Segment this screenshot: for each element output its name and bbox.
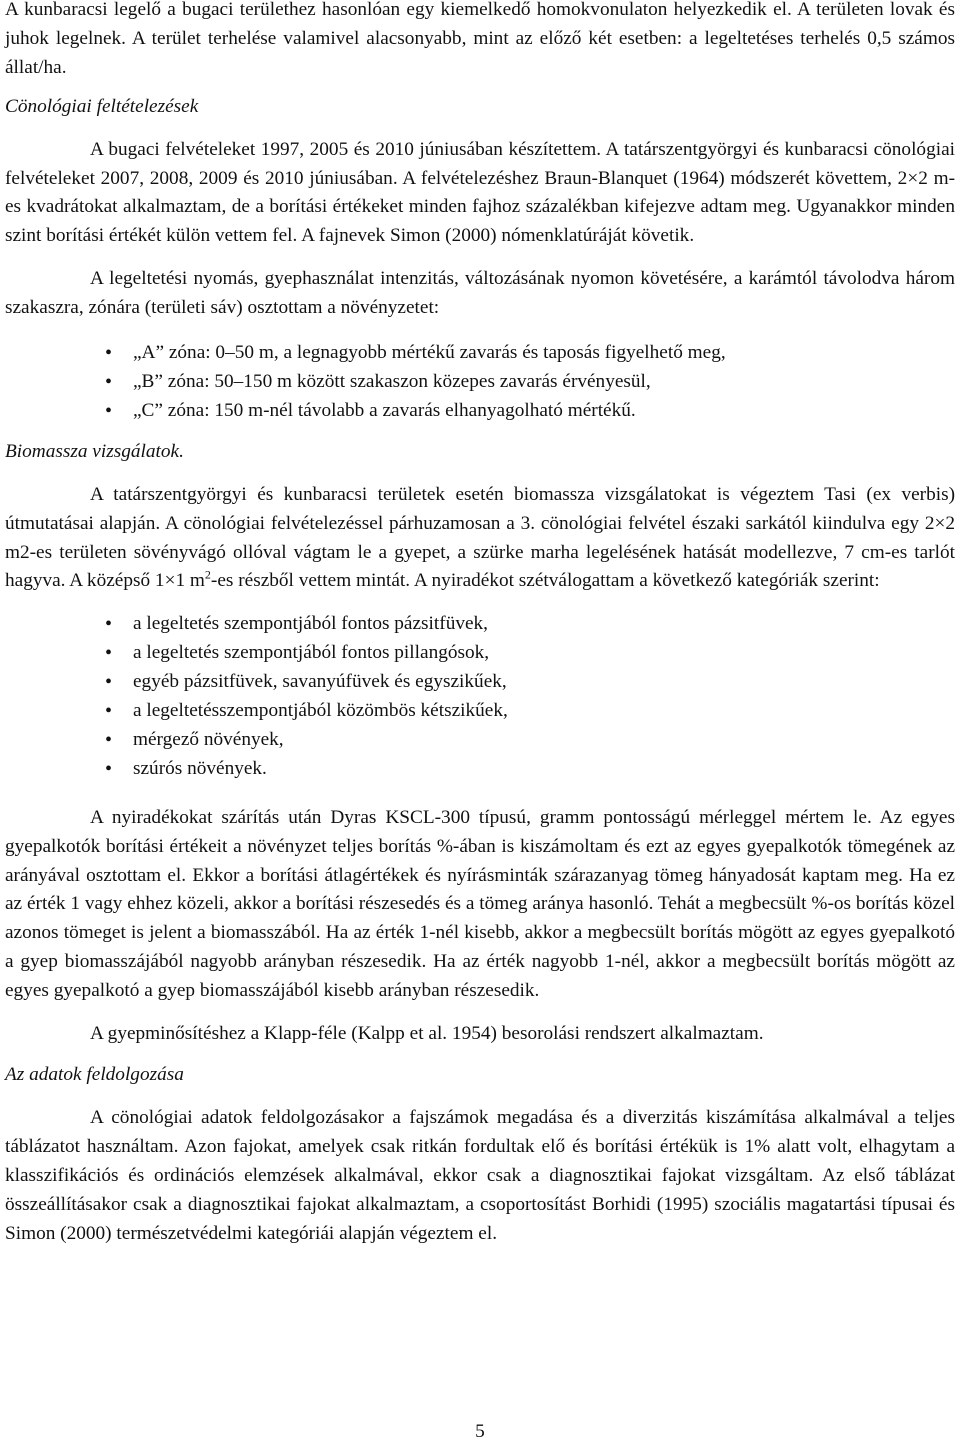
document-page <box>5 0 955 1248</box>
list-item: • mérgező növények, <box>108 726 955 755</box>
category-list <box>108 610 955 783</box>
paragraph-drying: A nyiradékokat szárítás után Dyras KSCL-300 típusú, gramm pontosságú mérleggel mértem le. Az egyes gyepalkotók borítási értékeit a növényzet teljes borítás %-ában is kiszámoltam és ezt az egyes gyepalkotók tömegének az arányával osztottam el. Ekkor a borítási átlagértékek és nyírásminták szárazanyag tömeg hányadosát kaptam meg. Ha ez az érték 1 vagy ehhez közeli, akkor a borítási részesedés és a tömeg aránya hasonló. Tehát a megbecsült %-os borítás közel azonos tömeget is jelent a biomasszából. Ha az érték 1-nél kisebb, akkor a megbecsült borítás mögött az egyes gyepalkotó a gyep biomasszájából nagyobb arányban részesedik. Ha az érték nagyobb 1-nél, akkor a megbecsült borítás mögött az egyes gyepalkotó a gyep biomasszájából kisebb arányban részesedik. <box>5 806 955 1002</box>
heading-data-processing: Az adatok feldolgozása <box>5 1064 184 1085</box>
superscript-exponent: 2 <box>204 567 211 582</box>
paragraph-cenology: A bugaci felvételeket 1997, 2005 és 2010 júniusában készítettem. A tatárszentgyörgyi és kunbaracsi cönológiai felvételeket 2007, 2008, 2009 és 2010 júniusában. A felvételezéshez Braun-Blanquet (1964) módszerét követtem, 2×2 m-es kvadrátokat alkalmaztam, de a borítási értékeket minden fajhoz százalékban kifejezve adtam meg. Ugyanakkor minden szint borítási értékét külön vettem fel. A fajnevek Simon (2000) nómenklatúráját követik. <box>5 138 955 247</box>
zone-list <box>108 339 955 426</box>
paragraph-klapp: A gyepminősítéshez a Klapp-féle (Kalpp et al. 1954) besorolási rendszert alkalmaztam. <box>90 1023 764 1045</box>
paragraph-grazing: A legeltetési nyomás, gyephasználat intenzitás, változásának nyomon követésére, a karámtól távolodva három szakaszra, zónára (területi sáv) osztottam a növényzetet: <box>5 268 955 319</box>
heading-cenology: Cönológiai feltételezések <box>5 95 199 117</box>
page-number: 5 <box>475 1421 485 1442</box>
paragraph-biomass <box>5 481 955 597</box>
list-item: • egyéb pázsitfüvek, savanyúfüvek és egyszikűek, <box>108 668 955 697</box>
list-item: • „C” zóna: 150 m-nél távolabb a zavarás elhanyagolható mértékű. <box>108 397 955 426</box>
paragraph-intro: A kunbaracsi legelő a bugaci területhez hasonlóan egy kiemelkedő homokvonulaton helyezkedik el. A területen lovak és juhok legelnek. A terület terhelése valamivel alacsonyabb, mint az előző két esetben: a legeltetéses terhelés 0,5 számos állat/ha. <box>5 0 955 78</box>
list-item: • a legeltetés szempontjából fontos pázsitfüvek, <box>108 610 955 639</box>
paragraph-biomass-text-end: -es részből vettem mintát. A nyiradékot szétválogattam a következő kategóriák szerint: <box>210 570 880 592</box>
list-item: • „A” zóna: 0–50 m, a legnagyobb mértékű zavarás és taposás figyelhető meg, <box>108 339 955 368</box>
list-item: • a legeltetésszempontjából közömbös kétszikűek, <box>108 697 955 726</box>
paragraph-data-processing: A cönológiai adatok feldolgozásakor a fajszámok megadása és a diverzitás kiszámítása alkalmával a teljes táblázatot használtam. Azon fajokat, amelyek csak ritkán fordultak elő és borítási értékük is 1% alatt volt, elhagytam a klasszifikációs és ordinációs elemzések alkalmával, ekkor csak a diagnosztikai fajokat vizsgáltam. Az első táblázat összeállításakor csak a diagnosztikai fajokat alkalmaztam, a csoportosítást Borhidi (1995) szociális magatartási típusai és Simon (2000) természetvédelmi kategóriái alapján végeztem el. <box>5 1106 955 1244</box>
paragraph-biomass-text: A tatárszentgyörgyi és kunbaracsi területek esetén biomassza vizsgálatokat is végeztem Tasi (ex verbis) útmutatásai alapján. A cönológiai felvételezéssel párhuzamosan a 3. cönológiai felvétel északi sarkától kiindulva egy 2×2 m2-es területen sövényvágó ollóval vágtam le a gyepet, a szürke marha legelésének hatását modellezve, 7 cm-es tarlót hagyva. A középső 1×1 m <box>5 483 955 592</box>
list-item: • szúrós növények. <box>108 755 955 784</box>
list-item: • „B” zóna: 50–150 m között szakaszon közepes zavarás érvényesül, <box>108 368 955 397</box>
heading-biomass: Biomassza vizsgálatok. <box>5 440 184 462</box>
list-item: • a legeltetés szempontjából fontos pillangósok, <box>108 639 955 668</box>
